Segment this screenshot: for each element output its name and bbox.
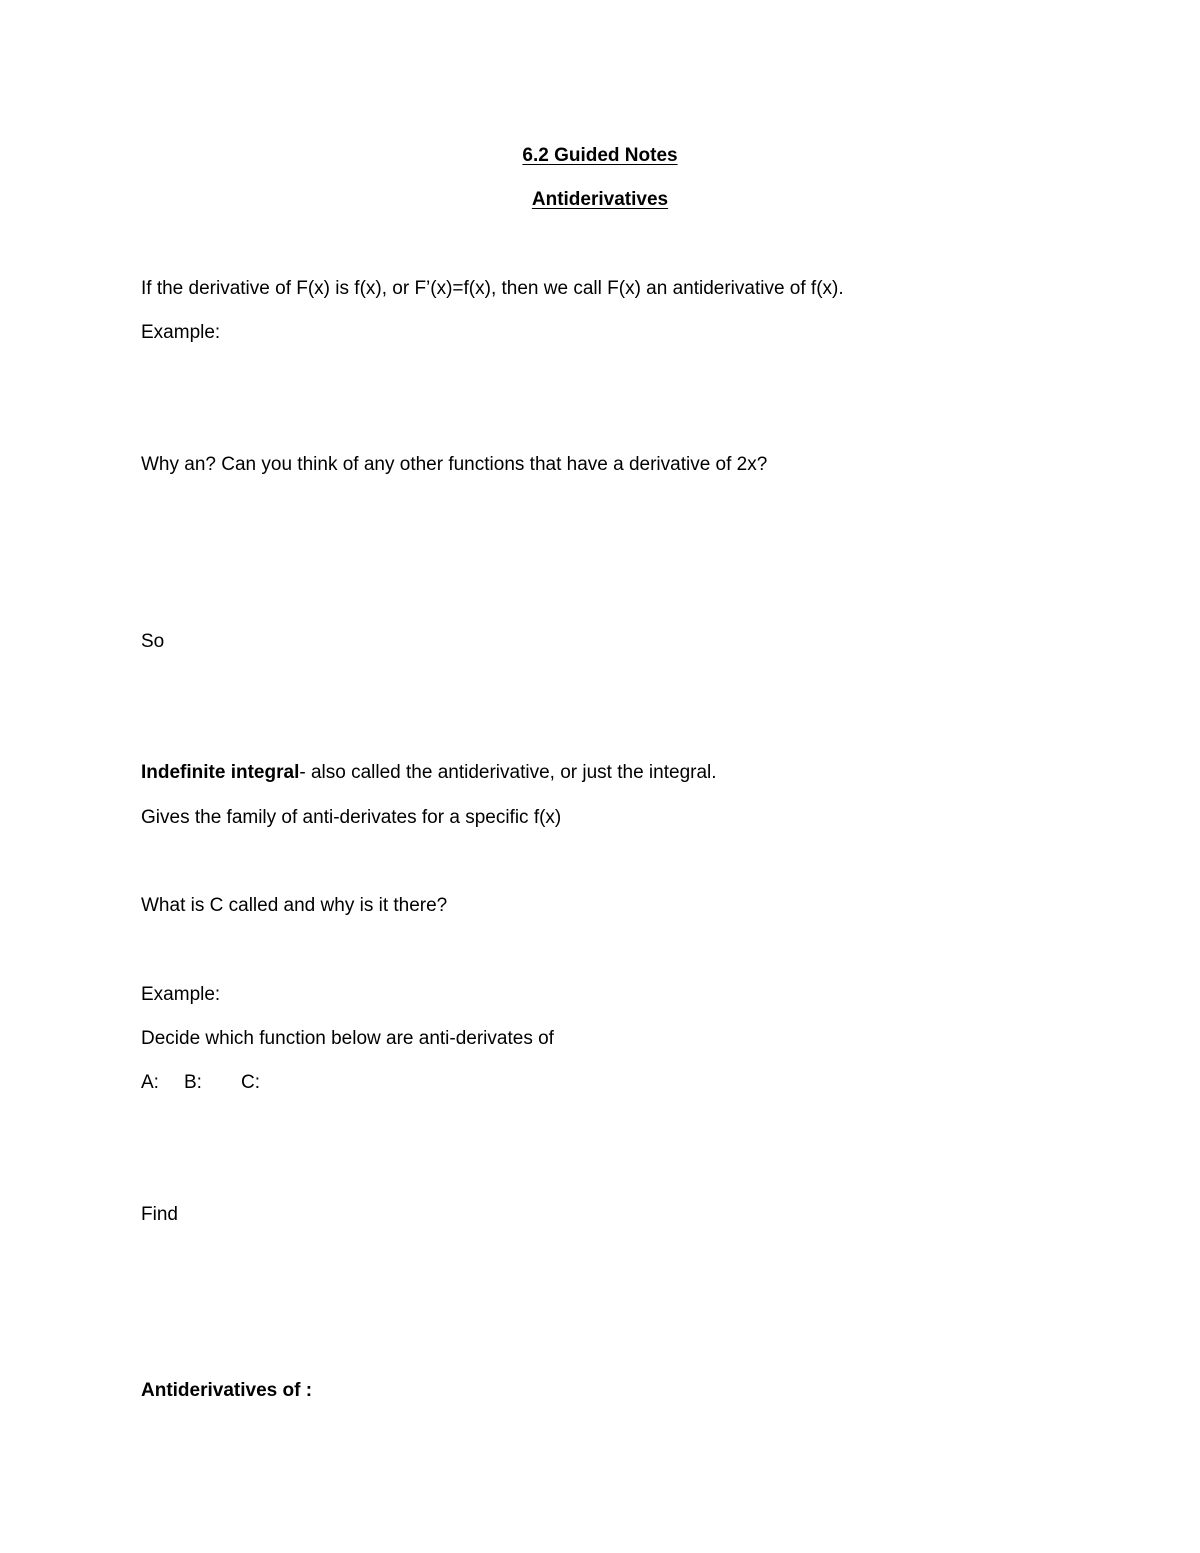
find-label: Find bbox=[141, 1204, 178, 1225]
indefinite-integral-definition bbox=[141, 761, 717, 785]
choice-a-label: A: bbox=[141, 1072, 159, 1093]
page-title: 6.2 Guided Notes bbox=[522, 145, 678, 166]
antiderivatives-of-heading: Antiderivatives of : bbox=[141, 1380, 313, 1401]
indefinite-integral-term: Indefinite integral bbox=[141, 762, 300, 783]
choice-labels bbox=[141, 1071, 260, 1095]
example-label-1: Example: bbox=[141, 322, 221, 343]
decide-line: Decide which function below are anti-derivates of bbox=[141, 1028, 554, 1049]
page-subtitle: Antiderivatives bbox=[531, 189, 669, 210]
family-line: Gives the family of anti-derivates for a specific f(x) bbox=[141, 807, 562, 828]
c-question: What is C called and why is it there? bbox=[141, 895, 448, 916]
choice-c-label: C: bbox=[241, 1072, 260, 1093]
indefinite-integral-description: - also called the antiderivative, or just the integral. bbox=[299, 762, 717, 783]
why-an-question: Why an? Can you think of any other functions that have a derivative of 2x? bbox=[141, 454, 768, 475]
so-label: So bbox=[141, 631, 165, 652]
example-label-2: Example: bbox=[141, 984, 221, 1005]
choice-b-label: B: bbox=[184, 1072, 202, 1093]
definition-text: If the derivative of F(x) is f(x), or F’(x)=f(x), then we call F(x) an antiderivative of f(x). bbox=[141, 278, 844, 299]
